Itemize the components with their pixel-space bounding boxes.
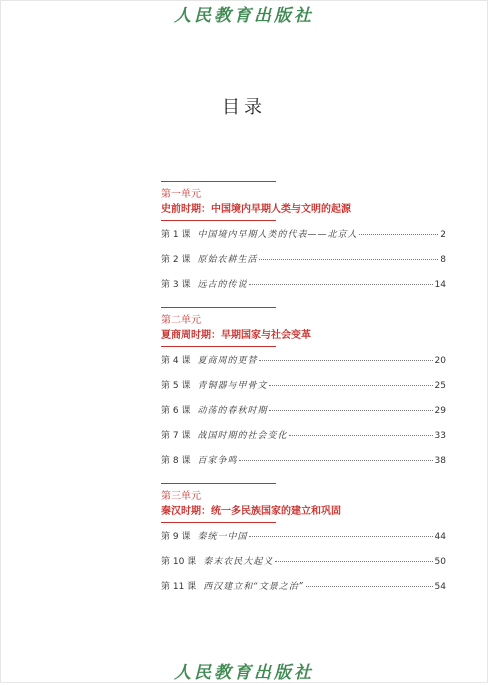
toc-entry[interactable] — [161, 353, 446, 378]
lesson-number: 第 9 课 — [161, 532, 191, 542]
dot-leader — [249, 536, 432, 537]
lesson-number: 第 6 课 — [161, 406, 191, 416]
toc-entry[interactable] — [161, 453, 446, 478]
unit-divider — [161, 220, 276, 221]
unit-divider — [161, 307, 276, 308]
lesson-number: 第 7 课 — [161, 431, 191, 441]
publisher-logo-top: 人民教育出版社 — [174, 6, 314, 26]
table-of-contents — [161, 181, 446, 609]
page-number: 38 — [434, 456, 446, 466]
lesson-title: 中国境内早期人类的代表——北京人 — [197, 230, 358, 240]
toc-entry[interactable] — [161, 378, 446, 403]
page-number: 20 — [434, 356, 446, 366]
lesson-number: 第 1 课 — [161, 230, 191, 240]
unit-divider — [161, 346, 276, 347]
page-number: 33 — [434, 431, 446, 441]
page-number: 50 — [434, 557, 446, 567]
unit-3 — [161, 483, 446, 604]
lesson-title: 青铜器与甲骨文 — [197, 381, 268, 391]
lesson-title: 动荡的春秋时期 — [197, 406, 268, 416]
dot-leader — [259, 360, 432, 361]
lesson-number: 第 4 课 — [161, 356, 191, 366]
dot-leader — [249, 284, 432, 285]
unit-name: 第三单元 — [161, 491, 201, 502]
unit-subtitle: 秦汉时期：统一多民族国家的建立和巩固 — [161, 506, 341, 517]
toc-entry[interactable] — [161, 554, 446, 579]
dot-leader — [306, 586, 432, 587]
lesson-number: 第 11 课 — [161, 582, 197, 592]
page-number: 8 — [440, 255, 446, 265]
lesson-number: 第 5 课 — [161, 381, 191, 391]
unit-subtitle: 夏商周时期：早期国家与社会变革 — [161, 330, 311, 341]
lesson-title: 战国时期的社会变化 — [197, 431, 288, 441]
dot-leader — [269, 410, 432, 411]
toc-entry[interactable] — [161, 227, 446, 252]
lesson-title: 远古的传说 — [197, 280, 248, 290]
unit-1 — [161, 181, 446, 302]
lesson-title: 秦末农民大起义 — [203, 557, 274, 567]
lesson-number: 第 2 课 — [161, 255, 191, 265]
lesson-number: 第 3 课 — [161, 280, 191, 290]
dot-leader — [239, 460, 432, 461]
unit-divider — [161, 522, 276, 523]
page-number: 14 — [434, 280, 446, 290]
toc-entry[interactable] — [161, 403, 446, 428]
page-number: 54 — [434, 582, 446, 592]
toc-entry[interactable] — [161, 277, 446, 302]
dot-leader — [269, 385, 432, 386]
lesson-number: 第 10 课 — [161, 557, 197, 567]
unit-name: 第一单元 — [161, 189, 201, 200]
lesson-title: 百家争鸣 — [197, 456, 238, 466]
unit-divider — [161, 181, 276, 182]
lesson-title: 夏商周的更替 — [197, 356, 258, 366]
lesson-title: 西汉建立和“文景之治” — [203, 582, 305, 592]
toc-entry[interactable] — [161, 579, 446, 604]
publisher-logo-bottom: 人民教育出版社 — [174, 663, 314, 683]
toc-entry[interactable] — [161, 529, 446, 554]
unit-divider — [161, 483, 276, 484]
dot-leader — [359, 234, 438, 235]
page-number: 2 — [440, 230, 446, 240]
toc-entry[interactable] — [161, 428, 446, 453]
dot-leader — [259, 259, 438, 260]
unit-2 — [161, 307, 446, 478]
page-number: 44 — [434, 532, 446, 542]
lesson-title: 秦统一中国 — [197, 532, 248, 542]
toc-entry[interactable] — [161, 252, 446, 277]
page-number: 29 — [434, 406, 446, 416]
lesson-number: 第 8 课 — [161, 456, 191, 466]
lesson-title: 原始农耕生活 — [197, 255, 258, 265]
page-number: 25 — [434, 381, 446, 391]
unit-name: 第二单元 — [161, 315, 201, 326]
unit-subtitle: 史前时期：中国境内早期人类与文明的起源 — [161, 204, 351, 215]
page-title: 目录 — [222, 97, 266, 118]
dot-leader — [275, 561, 432, 562]
dot-leader — [289, 435, 432, 436]
